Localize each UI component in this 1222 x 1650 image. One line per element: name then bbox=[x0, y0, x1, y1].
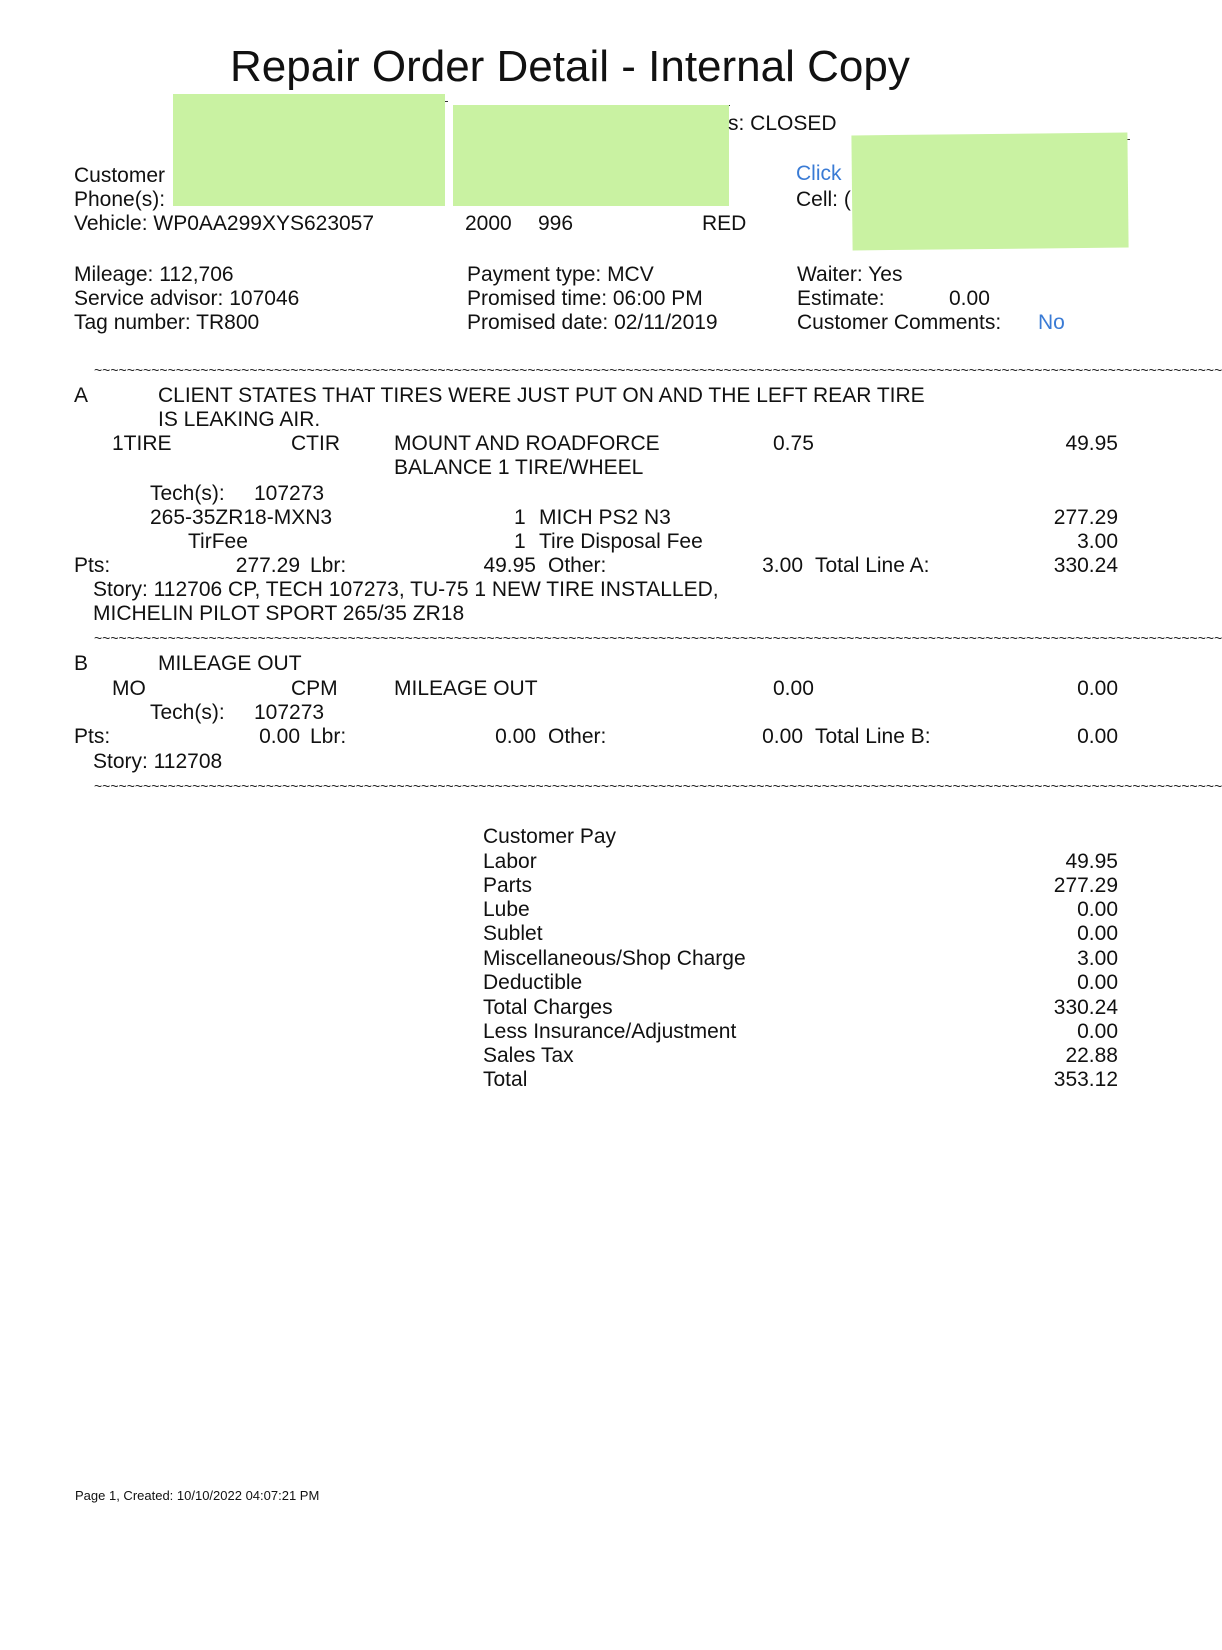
summary-label-labor: Labor bbox=[483, 850, 537, 873]
summary-label-misc: Miscellaneous/Shop Charge bbox=[483, 947, 746, 970]
separator: ~~~~~~~~~~~~~~~~~~~~~~~~~~~~~~~~~~~~~~~~~~~~~~~~~~~~~~~~~~~~~~~~~~~~~~~~~~~~~~~~~~~~~~~~~~~~~~~~~~~~~~~~~~~~~~~~~~~~~~~~~~~~~~~~~~~~~~~~~~ bbox=[94, 778, 1222, 794]
line-a-fee-amount: 3.00 bbox=[1077, 530, 1118, 553]
line-a-pts: 277.29 bbox=[235, 554, 300, 577]
line-b-total: 0.00 bbox=[1077, 725, 1118, 748]
summary-value-parts: 277.29 bbox=[1053, 874, 1118, 897]
click-link[interactable]: Click bbox=[796, 162, 842, 185]
line-a-lbr-label: Lbr: bbox=[310, 554, 347, 577]
line-a-part-amount: 277.29 bbox=[1053, 506, 1118, 529]
redaction-block bbox=[453, 105, 729, 206]
vehicle-vin: Vehicle: WP0AA299XYS623057 bbox=[74, 212, 375, 235]
redaction-block bbox=[173, 94, 445, 206]
line-b-total-label: Total Line B: bbox=[815, 725, 931, 748]
line-a-pts-label: Pts: bbox=[74, 554, 111, 577]
summary-value-total-charges: 330.24 bbox=[1053, 996, 1118, 1019]
line-a-op-desc-cont: BALANCE 1 TIRE/WHEEL bbox=[394, 456, 644, 479]
line-a-total-label: Total Line A: bbox=[815, 554, 930, 577]
vehicle-year: 2000 bbox=[465, 212, 512, 235]
line-b-techs: 107273 bbox=[254, 701, 325, 724]
summary-value-sales-tax: 22.88 bbox=[1065, 1044, 1118, 1067]
summary-label-total-charges: Total Charges bbox=[483, 996, 613, 1019]
customer-comments-label: Customer Comments: bbox=[797, 311, 1002, 334]
estimate-value: 0.00 bbox=[949, 287, 990, 310]
customer-label: Customer bbox=[74, 164, 166, 187]
summary-value-lube: 0.00 bbox=[1077, 898, 1118, 921]
summary-heading: Customer Pay bbox=[483, 825, 617, 848]
line-b-op-type: CPM bbox=[291, 677, 338, 700]
cell-label: Cell: ( bbox=[796, 188, 851, 211]
summary-label-deductible: Deductible bbox=[483, 971, 583, 994]
customer-comments-link[interactable]: No bbox=[1038, 311, 1065, 334]
line-a-part-desc: MICH PS2 N3 bbox=[539, 506, 671, 529]
tag-number: Tag number: TR800 bbox=[74, 311, 260, 334]
line-a-op-type: CTIR bbox=[291, 432, 340, 455]
vehicle-color: RED bbox=[702, 212, 747, 235]
line-a-part-number: 265-35ZR18-MXN3 bbox=[150, 506, 333, 529]
phone-label: Phone(s): bbox=[74, 188, 166, 211]
line-b-pts: 0.00 bbox=[259, 725, 300, 748]
line-b-op-desc: MILEAGE OUT bbox=[394, 677, 538, 700]
status-text: s: CLOSED bbox=[728, 112, 837, 135]
summary-value-misc: 3.00 bbox=[1077, 947, 1118, 970]
vehicle-model: 996 bbox=[538, 212, 574, 235]
line-a-other-label: Other: bbox=[548, 554, 607, 577]
line-a-part-qty: 1 bbox=[514, 506, 526, 529]
payment-type: Payment type: MCV bbox=[467, 263, 654, 286]
summary-label-parts: Parts bbox=[483, 874, 533, 897]
summary-value-labor: 49.95 bbox=[1065, 850, 1118, 873]
line-a-story: Story: 112706 CP, TECH 107273, TU-75 1 NEW TIRE INSTALLED, bbox=[93, 578, 719, 601]
separator: ~~~~~~~~~~~~~~~~~~~~~~~~~~~~~~~~~~~~~~~~~~~~~~~~~~~~~~~~~~~~~~~~~~~~~~~~~~~~~~~~~~~~~~~~~~~~~~~~~~~~~~~~~~~~~~~~~~~~~~~~~~~~~~~~~~~~~~~~~~ bbox=[94, 630, 1222, 646]
summary-label-sublet: Sublet bbox=[483, 922, 543, 945]
line-b-complaint: MILEAGE OUT bbox=[158, 652, 302, 675]
waiter: Waiter: Yes bbox=[797, 263, 903, 286]
line-b-labor-amount: 0.00 bbox=[1077, 677, 1118, 700]
line-a-fee-qty: 1 bbox=[514, 530, 526, 553]
line-b-lbr-label: Lbr: bbox=[310, 725, 347, 748]
line-a-op-desc: MOUNT AND ROADFORCE bbox=[394, 432, 660, 455]
summary-value-total: 353.12 bbox=[1053, 1068, 1118, 1091]
page-title: Repair Order Detail - Internal Copy bbox=[230, 42, 910, 91]
line-a-labor-amount: 49.95 bbox=[1065, 432, 1118, 455]
line-a-story-cont: MICHELIN PILOT SPORT 265/35 ZR18 bbox=[93, 602, 465, 625]
promised-date: Promised date: 02/11/2019 bbox=[467, 311, 718, 334]
summary-value-insurance: 0.00 bbox=[1077, 1020, 1118, 1043]
line-a-hours: 0.75 bbox=[773, 432, 814, 455]
page-footer: Page 1, Created: 10/10/2022 04:07:21 PM bbox=[75, 1488, 320, 1503]
line-a-complaint-cont: IS LEAKING AIR. bbox=[158, 408, 321, 431]
line-a-letter: A bbox=[74, 384, 89, 407]
line-b-letter: B bbox=[74, 652, 89, 675]
line-b-techs-label: Tech(s): bbox=[150, 701, 225, 724]
line-b-other: 0.00 bbox=[762, 725, 803, 748]
line-a-op-code: 1TIRE bbox=[112, 432, 172, 455]
line-a-fee-desc: Tire Disposal Fee bbox=[539, 530, 703, 553]
line-b-hours: 0.00 bbox=[773, 677, 814, 700]
redaction-block bbox=[851, 133, 1128, 251]
summary-label-lube: Lube bbox=[483, 898, 530, 921]
promised-time: Promised time: 06:00 PM bbox=[467, 287, 703, 310]
line-a-techs: 107273 bbox=[254, 482, 325, 505]
line-b-lbr: 0.00 bbox=[495, 725, 536, 748]
summary-value-deductible: 0.00 bbox=[1077, 971, 1118, 994]
summary-label-insurance: Less Insurance/Adjustment bbox=[483, 1020, 737, 1043]
line-b-other-label: Other: bbox=[548, 725, 607, 748]
line-b-op-code: MO bbox=[112, 677, 146, 700]
line-a-techs-label: Tech(s): bbox=[150, 482, 225, 505]
mileage: Mileage: 112,706 bbox=[74, 263, 234, 286]
line-a-total: 330.24 bbox=[1053, 554, 1118, 577]
line-a-other: 3.00 bbox=[762, 554, 803, 577]
estimate-label: Estimate: bbox=[797, 287, 885, 310]
line-a-lbr: 49.95 bbox=[483, 554, 536, 577]
summary-label-total: Total bbox=[483, 1068, 528, 1091]
separator: ~~~~~~~~~~~~~~~~~~~~~~~~~~~~~~~~~~~~~~~~~~~~~~~~~~~~~~~~~~~~~~~~~~~~~~~~~~~~~~~~~~~~~~~~~~~~~~~~~~~~~~~~~~~~~~~~~~~~~~~~~~~~~~~~~~~~~~~~~~ bbox=[94, 362, 1222, 378]
summary-label-sales-tax: Sales Tax bbox=[483, 1044, 574, 1067]
summary-value-sublet: 0.00 bbox=[1077, 922, 1118, 945]
line-a-fee-number: TirFee bbox=[188, 530, 248, 553]
line-b-story: Story: 112708 bbox=[93, 750, 223, 773]
line-a-complaint: CLIENT STATES THAT TIRES WERE JUST PUT ON AND THE LEFT REAR TIRE bbox=[158, 384, 925, 407]
line-b-pts-label: Pts: bbox=[74, 725, 111, 748]
service-advisor: Service advisor: 107046 bbox=[74, 287, 300, 310]
